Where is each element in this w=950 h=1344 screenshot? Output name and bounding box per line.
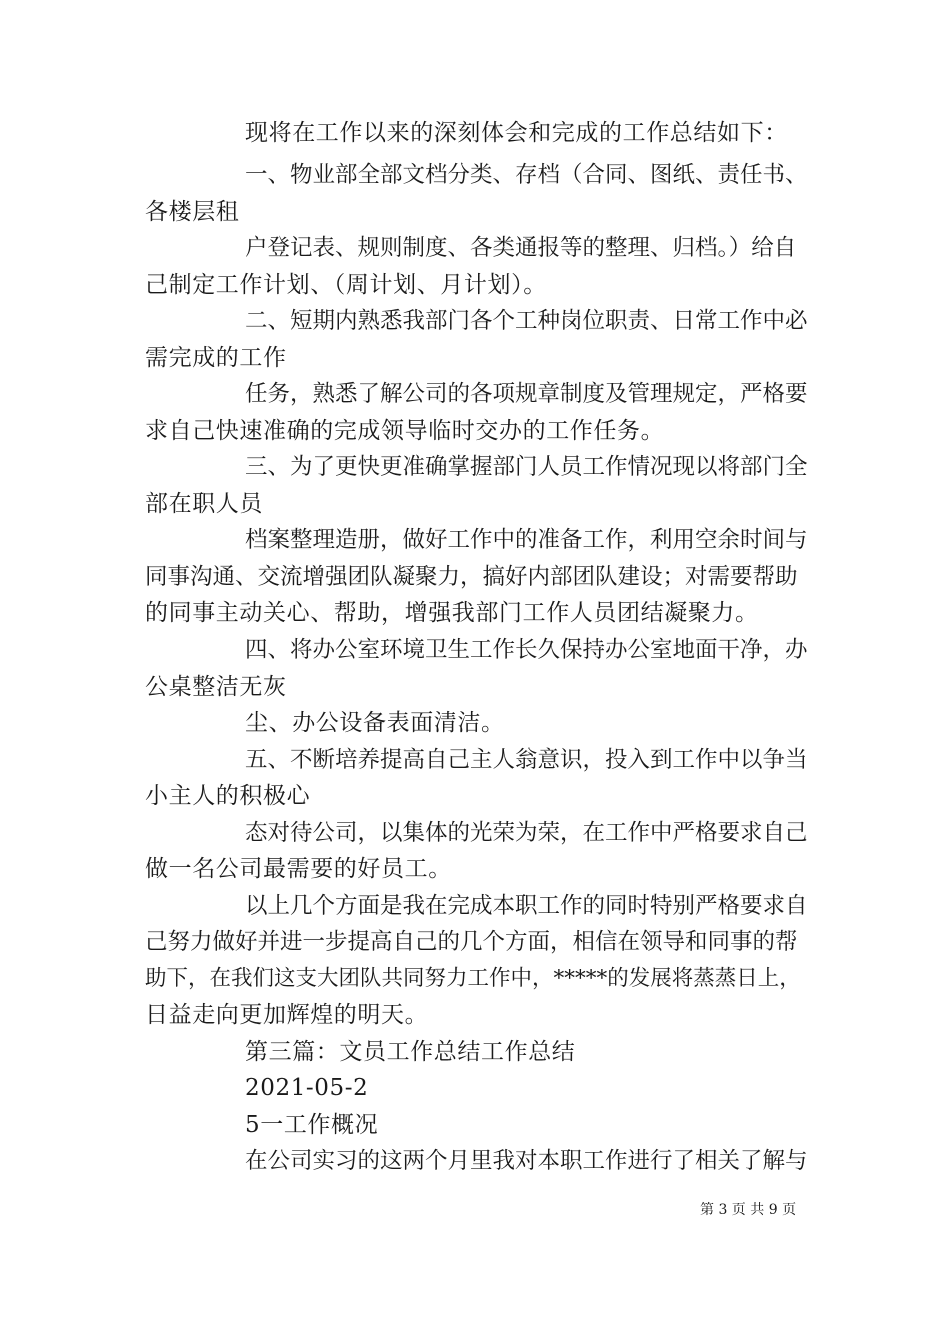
body-line: 现将在工作以来的深刻体会和完成的工作总结如下： — [245, 120, 788, 146]
body-line: 同事沟通、交流增强团队凝聚力，搞好内部团队建设；对需要帮助 — [145, 564, 798, 590]
body-line: 求自己快速准确的完成领导临时交办的工作任务。 — [145, 418, 665, 444]
body-line: 尘、办公设备表面清洁。 — [245, 710, 505, 736]
body-line: 三、为了更快更准确掌握部门人员工作情况现以将部门全 — [245, 454, 808, 480]
body-line: 日益走向更加辉煌的明天。 — [145, 1002, 429, 1028]
body-line: 在公司实习的这两个月里我对本职工作进行了相关了解与 — [245, 1148, 808, 1174]
body-line: 各楼层租 — [145, 199, 240, 225]
body-line: 档案整理造册，做好工作中的准备工作，利用空余时间与 — [245, 527, 808, 553]
body-line: 己制定工作计划、（周计划、月计划）。 — [145, 272, 547, 298]
body-line: 四、将办公室环境卫生工作长久保持办公室地面干净，办 — [245, 637, 808, 663]
body-line: 户登记表、规则制度、各类通报等的整理、归档。）给自 — [245, 235, 797, 261]
subheading: 5一工作概况 — [245, 1112, 379, 1138]
body-line: 做一名公司最需要的好员工。 — [145, 856, 452, 882]
body-line: 一、物业部全部文档分类、存档（合同、图纸、责任书、 — [245, 162, 808, 188]
body-line: 需完成的工作 — [145, 345, 287, 371]
body-line: 小主人的积极心 — [145, 783, 311, 809]
date-line: 2021-05-2 — [245, 1075, 369, 1101]
body-line: 态对待公司，以集体的光荣为荣，在工作中严格要求自己 — [245, 820, 808, 846]
body-line: 助下，在我们这支大团队共同努力工作中，*****的发展将蒸蒸日上， — [145, 966, 801, 991]
body-line: 部在职人员 — [145, 491, 263, 517]
body-line: 五、不断培养提高自己主人翁意识，投入到工作中以争当 — [245, 747, 808, 773]
body-line: 任务，熟悉了解公司的各项规章制度及管理规定，严格要 — [245, 381, 808, 407]
section-heading: 第三篇：文员工作总结工作总结 — [245, 1039, 576, 1065]
body-line: 以上几个方面是我在完成本职工作的同时特别严格要求自 — [245, 893, 808, 919]
body-line: 的同事主动关心、帮助，增强我部门工作人员团结凝聚力。 — [145, 600, 759, 626]
page-footer: 第 3 页 共 9 页 — [700, 1202, 797, 1218]
body-line: 己努力做好并进一步提高自己的几个方面，相信在领导和同事的帮 — [145, 929, 798, 955]
body-line: 公桌整洁无灰 — [145, 674, 287, 700]
body-line: 二、短期内熟悉我部门各个工种岗位职责、日常工作中必 — [245, 308, 808, 334]
